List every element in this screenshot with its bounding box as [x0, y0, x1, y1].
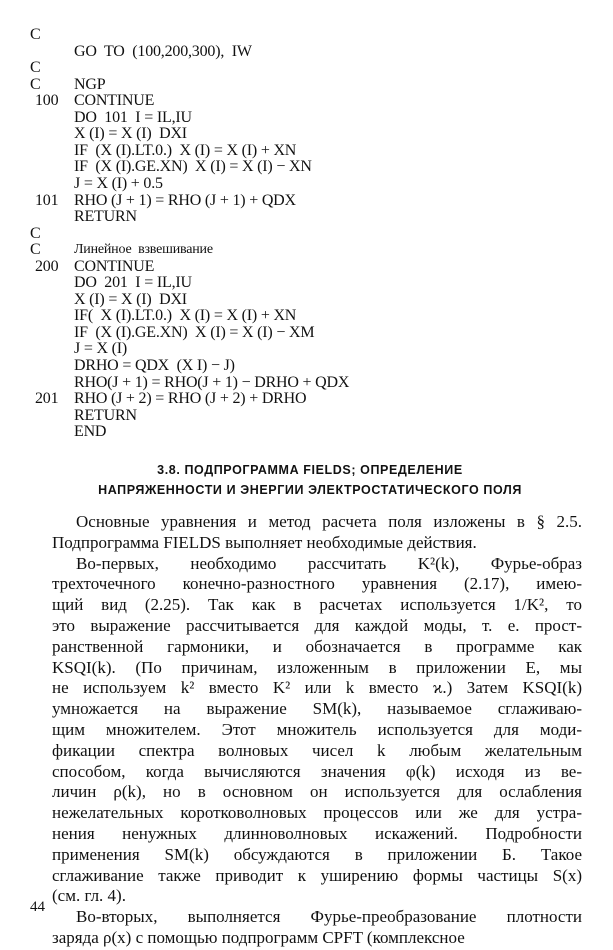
paragraph-first-line: Во-вторых, выполняется Фурье-преобразование плотности — [76, 907, 582, 927]
code-statement: IF (X (I).LT.0.) X (I) = X (I) + XN — [74, 141, 297, 159]
code-statement: J = X (I) + 0.5 — [74, 174, 163, 192]
code-statement: IF( X (I).LT.0.) X (I) = X (I) + XN — [74, 307, 297, 325]
paragraph-line: способом, когда вычисляются значения φ(k) исходя из ве- — [52, 761, 582, 781]
code-statement: J = X (I) — [74, 340, 127, 358]
paragraph-line: (см. гл. 4). — [52, 886, 126, 906]
section-heading-line-1: 3.8. ПОДПРОГРАММА FIELDS; ОПРЕДЕЛЕНИЕ — [157, 463, 463, 477]
code-line-label: C — [30, 26, 41, 43]
paragraph-line: личин ρ(k), но в основном он используется для ослабления — [52, 782, 582, 802]
paragraph-line: трехточечного конечно-разностного уравнения (2.17), имею- — [52, 574, 582, 594]
code-statement: DO 201 I = IL,IU — [74, 274, 192, 292]
paragraph-line: KSQI(k). (По причинам, изложенным в приложении Е, мы — [52, 657, 582, 677]
paragraph-first-line: Во-первых, необходимо рассчитать K²(k), Фурье-образ — [76, 553, 582, 573]
code-statement: X (I) = X (I) DXI — [74, 125, 187, 143]
paragraph-line: щий вид (2.25). Так как в расчетах используется 1/K², то — [52, 595, 582, 615]
code-statement: IF (X (I).GE.XN) X (I) = X (I) − XM — [74, 323, 315, 341]
code-line-label: 201 — [35, 390, 59, 408]
paragraph-line: это выражение рассчитывается для каждой моды, т. е. прост- — [52, 616, 582, 635]
code-statement: NGP — [74, 75, 106, 93]
paragraph-line: не используем k² вместо K² или k вместо ϰ.) Затем KSQI(k) — [52, 678, 582, 698]
code-statement: RHO(J + 1) = RHO(J + 1) − DRHO + QDX — [74, 373, 350, 391]
code-statement: RHO (J + 1) = RHO (J + 1) + QDX — [74, 191, 296, 209]
paragraph-line: Подпрограмма FIELDS выполняет необходимые действия. — [52, 532, 477, 552]
paragraph-line: сглаживание также приводит к уширению формы частицы S(x) — [52, 865, 582, 885]
code-line-label: C — [30, 75, 41, 93]
code-line-label: C — [30, 59, 41, 77]
code-line-label: 200 — [35, 257, 59, 275]
paragraph-line: заряда ρ(x) с помощью подпрограмм CPFT (комплексное — [52, 928, 465, 947]
code-statement: DRHO = QDX (X I) − J) — [74, 357, 235, 374]
code-line-label: C — [30, 241, 41, 259]
code-statement: RETURN — [74, 406, 137, 424]
code-statement: GO TO (100,200,300), IW — [74, 42, 252, 60]
code-statement: RHO (J + 2) = RHO (J + 2) + DRHO — [74, 390, 307, 408]
code-statement: END — [74, 423, 107, 441]
paragraph-line: фикации спектра волновых чисел k любым желательным — [52, 740, 582, 760]
code-line-label: 101 — [35, 191, 59, 209]
code-statement: RETURN — [74, 208, 137, 226]
code-statement: IF (X (I).GE.XN) X (I) = X (I) − XN — [74, 158, 312, 176]
paragraph-line: ранственной гармоники, и обозначается в программе как — [52, 636, 582, 656]
page-number: 44 — [30, 899, 45, 915]
code-line-label: 100 — [35, 92, 59, 110]
paragraph-line: применения SM(k) обсуждаются в приложении Б. Такое — [52, 844, 582, 864]
paragraph-first-line: Основные уравнения и метод расчета поля изложены в § 2.5. — [76, 512, 582, 531]
code-statement: X (I) = X (I) DXI — [74, 290, 187, 308]
code-comment: Линейное взвешивание — [74, 242, 213, 258]
paragraph-line: нежелательных коротковолновых процессов или же для устра- — [52, 803, 582, 823]
code-line-label: C — [30, 224, 41, 242]
section-heading-line-2: НАПРЯЖЕННОСТИ И ЭНЕРГИИ ЭЛЕКТРОСТАТИЧЕСКОГО ПОЛЯ — [98, 483, 522, 497]
paragraph-line: умножается на выражение SM(k), называемое сглаживаю- — [52, 699, 582, 719]
code-statement: CONTINUE — [74, 92, 155, 110]
paragraph-line: щим множителем. Этот множитель используется для моди- — [52, 720, 582, 739]
code-statement: DO 101 I = IL,IU — [74, 108, 192, 126]
code-statement: CONTINUE — [74, 257, 155, 275]
paragraph-line: нения ненужных длинноволновых искажений. Подробности — [52, 824, 582, 843]
